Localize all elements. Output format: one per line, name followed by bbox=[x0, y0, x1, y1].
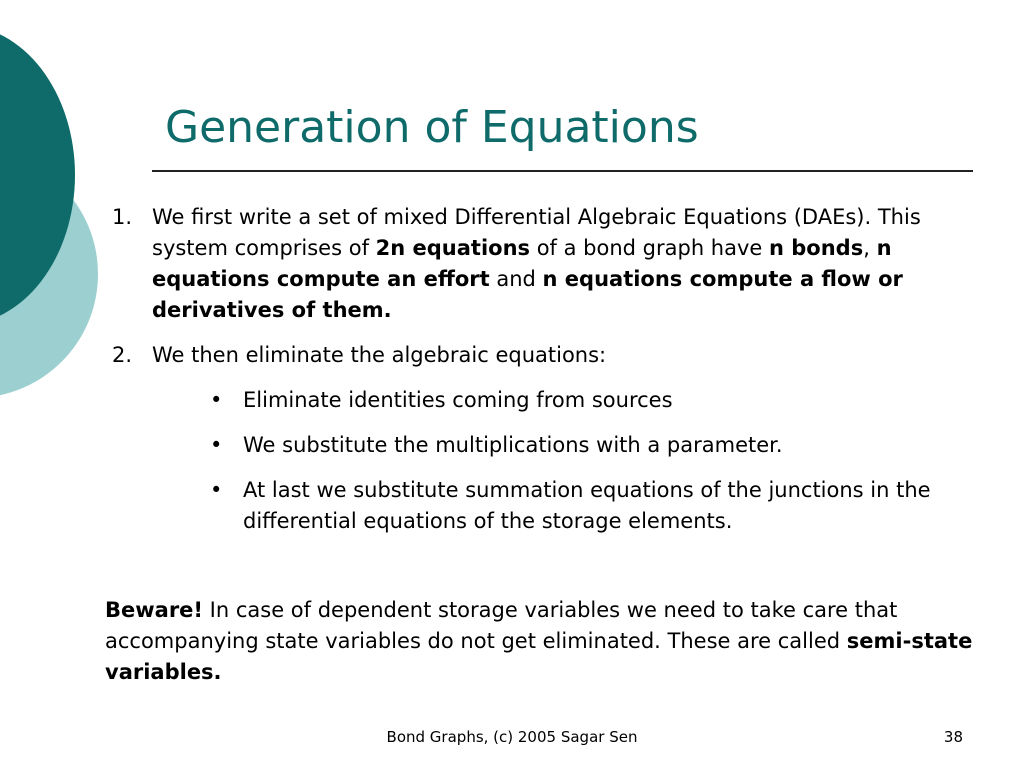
item-text: and bbox=[489, 267, 543, 291]
bullet-icon: • bbox=[210, 478, 223, 502]
bullet-item bbox=[200, 385, 972, 416]
bullet-icon: • bbox=[210, 433, 223, 457]
bullet-icon: • bbox=[210, 388, 223, 412]
emphasis-text: n bonds bbox=[769, 236, 864, 260]
beware-label: Beware! bbox=[105, 598, 203, 622]
slide-title: Generation of Equations bbox=[165, 102, 699, 153]
beware-note bbox=[105, 595, 985, 688]
emphasis-text: n equations compute an effort bbox=[152, 236, 892, 291]
bullet-text: Eliminate identities coming from sources bbox=[243, 388, 673, 412]
emphasis-text: n equations compute a flow or derivatives of them. bbox=[152, 267, 903, 322]
bullet-text: At last we substitute summation equations of the junctions in the differential equations of the storage elements. bbox=[243, 478, 931, 533]
slide-footer: Bond Graphs, (c) 2005 Sagar Sen bbox=[386, 728, 638, 746]
numbered-item-2 bbox=[112, 340, 972, 537]
bullet-item bbox=[200, 475, 972, 537]
bullet-item bbox=[200, 430, 972, 461]
item-number: 1. bbox=[112, 205, 133, 229]
bullet-text: We substitute the multiplications with a parameter. bbox=[243, 433, 783, 457]
emphasis-text: 2n equations bbox=[375, 236, 531, 260]
beware-text: In case of dependent storage variables we need to take care that accompanying state variables do not get eliminated. These are called bbox=[105, 598, 898, 653]
emphasis-text: semi-state variables. bbox=[105, 629, 973, 684]
bullet-list bbox=[200, 385, 972, 537]
item-text: of a bond graph have bbox=[530, 236, 770, 260]
numbered-item-1 bbox=[112, 202, 972, 326]
item-text: We first write a set of mixed Differential Algebraic Equations (DAEs). This system comprises of bbox=[152, 205, 921, 260]
slide-body bbox=[112, 202, 972, 551]
page-number: 38 bbox=[943, 728, 963, 746]
item-text: , bbox=[863, 236, 877, 260]
item-text: We then eliminate the algebraic equations: bbox=[152, 343, 607, 367]
title-divider bbox=[152, 170, 973, 172]
item-number: 2. bbox=[112, 343, 133, 367]
